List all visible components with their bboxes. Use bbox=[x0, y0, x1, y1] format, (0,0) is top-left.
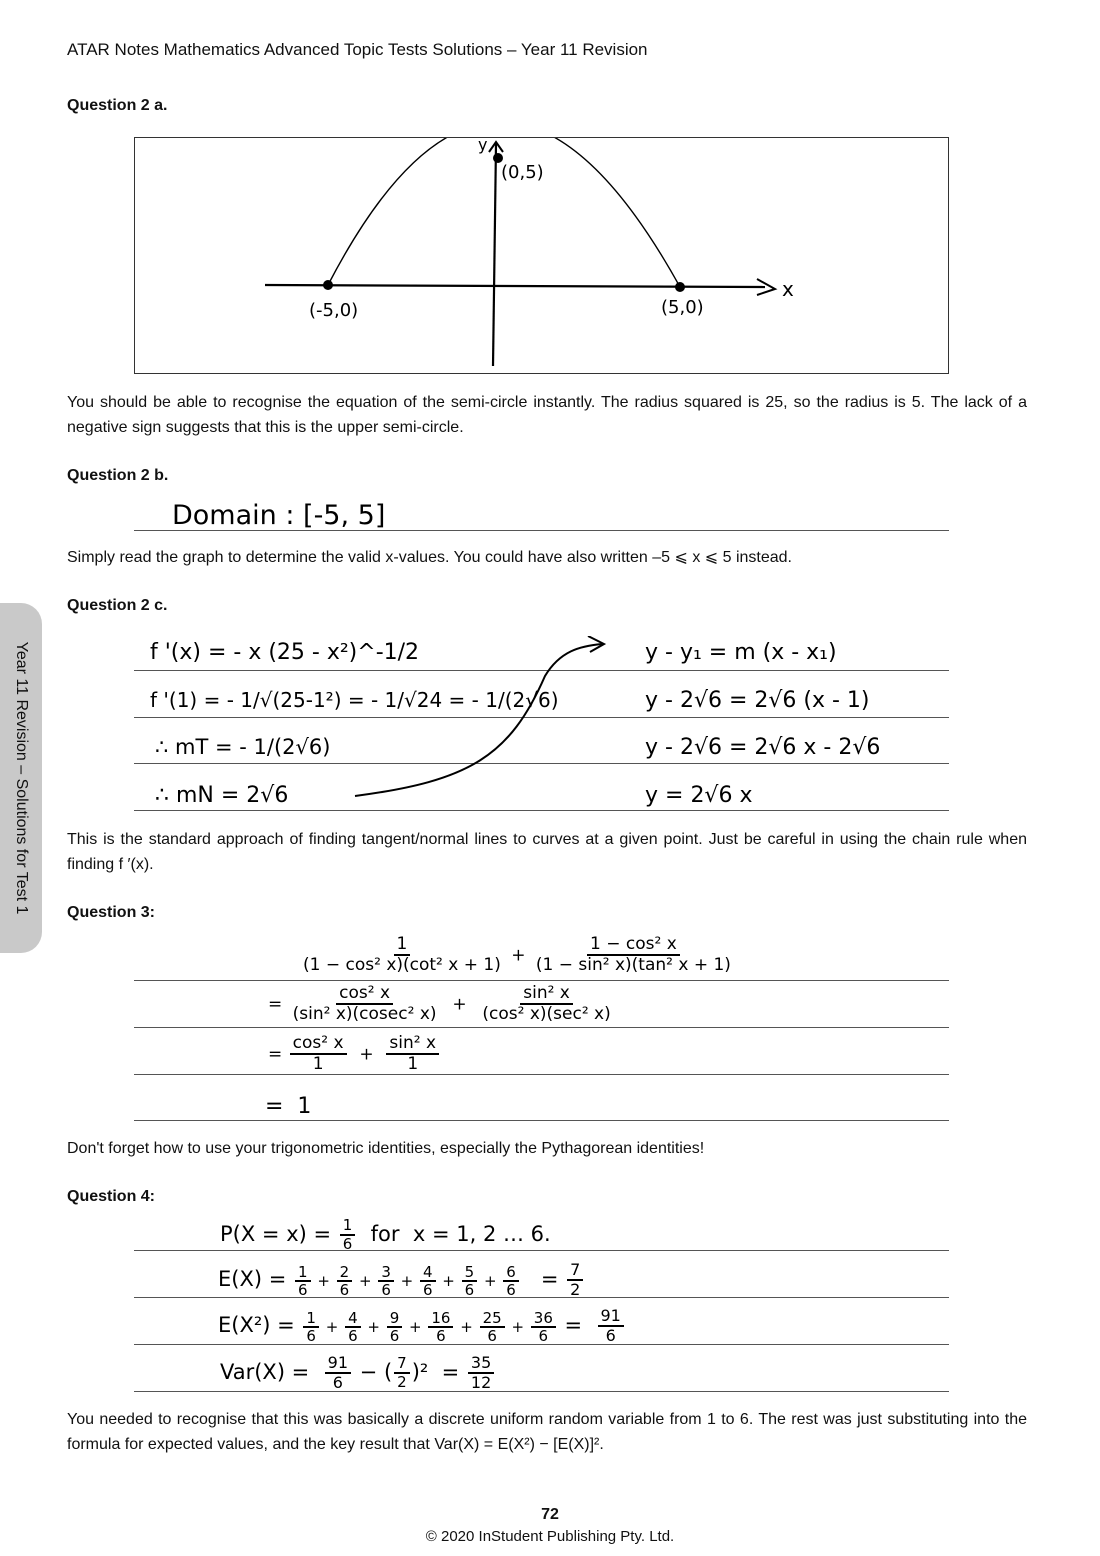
x-axis-line bbox=[265, 285, 765, 287]
y-axis-label: y bbox=[478, 138, 488, 154]
q2c-line-2: f '(1) = - 1/√(25-1²) = - 1/√24 = - 1/(2√6) bbox=[150, 688, 559, 712]
running-header: ATAR Notes Mathematics Advanced Topic Tests Solutions – Year 11 Revision bbox=[67, 40, 648, 59]
question-2a-explanation: You should be able to recognise the equation of the semi-circle instantly. The radius squared is 25, so the radius is 5. The lack of a negative sign suggests that this is the upper semi-circle. bbox=[67, 394, 1027, 436]
question-4-heading: Question 4: bbox=[67, 1188, 156, 1205]
answer-line bbox=[134, 980, 949, 981]
q2c-line-4: ∴ mN = 2√6 bbox=[155, 783, 289, 808]
page-number: 72 bbox=[541, 1506, 559, 1523]
answer-line bbox=[134, 1074, 949, 1075]
q2c-right-line-2: y - 2√6 = 2√6 (x - 1) bbox=[645, 688, 870, 713]
q3-line-4: = 1 bbox=[265, 1094, 312, 1119]
point-right-label: (5,0) bbox=[661, 297, 704, 318]
answer-line bbox=[134, 1120, 949, 1121]
copyright: © 2020 InStudent Publishing Pty. Ltd. bbox=[425, 1528, 675, 1545]
question-2b-explanation: Simply read the graph to determine the valid x-values. You could have also written –5 ⩽ x ⩽ 5 instead. bbox=[67, 549, 792, 566]
q4-line-3: E(X²) = $\frac{1}{6}$ + $\frac{4}{6}$ + $\frac{9}{6}$ + $\frac{16}{6}$ + $\frac{25}{6}$ + $\frac{36}{6}$ = $\frac{91}{6}$ bbox=[218, 1308, 626, 1345]
question-2a-heading: Question 2 a. bbox=[67, 97, 168, 114]
y-axis-line bbox=[493, 144, 496, 366]
answer-line bbox=[134, 810, 949, 811]
x-axis-label: x bbox=[782, 277, 794, 301]
q2c-line-1: f '(x) = - x (25 - x²)^-1/2 bbox=[150, 640, 420, 665]
domain-answer: Domain : [-5, 5] bbox=[172, 500, 386, 531]
point-right bbox=[675, 282, 685, 292]
q2c-right-line-4: y = 2√6 x bbox=[645, 783, 753, 808]
answer-line bbox=[134, 1027, 949, 1028]
q4-line-4: Var(X) = $\frac{91}{6}$ − ( $\frac{7}{2}$ )² = $\frac{35}{12}$ bbox=[220, 1355, 496, 1391]
point-top-label: (0,5) bbox=[501, 162, 544, 183]
connector-arrow bbox=[350, 636, 620, 806]
semicircle-curve bbox=[328, 138, 680, 287]
semicircle-graph bbox=[134, 137, 949, 374]
q2c-line-3: ∴ mT = - 1/(2√6) bbox=[155, 735, 331, 759]
q3-line-1: $\frac{1}{\text{(1 − cos² x)(cot² x + 1)}}$ + $\frac{\text{1 − cos² x}}{\text{(1 − sin² x)(tan² x + 1)}}$ bbox=[303, 934, 731, 975]
question-2b-heading: Question 2 b. bbox=[67, 467, 169, 484]
question-3-explanation: Don't forget how to use your trigonometric identities, especially the Pythagorean identities! bbox=[67, 1140, 705, 1157]
semicircle-graph-svg bbox=[135, 138, 950, 375]
side-tab bbox=[0, 603, 42, 953]
question-2c-heading: Question 2 c. bbox=[67, 597, 168, 614]
q4-line-1: P(X = x) = $\frac{1}{6}$ for x = 1, 2 … 6. bbox=[220, 1216, 551, 1253]
q4-line-2: E(X) = $\frac{1}{6}$ + $\frac{2}{6}$ + $\frac{3}{6}$ + $\frac{4}{6}$ + $\frac{5}{6}$ + $\frac{6}{6}$ = $\frac{7}{2}$ bbox=[218, 1262, 585, 1299]
question-4-explanation: You needed to recognise that this was basically a discrete uniform random variable from 1 to 6. The rest was just substituting into the formula for expected values, and the key result that Var(X) = E(X²) − [E(X)]². bbox=[67, 1411, 1027, 1453]
q3-line-2: = $\frac{\text{cos² x}}{\text{(sin² x)(cosec² x)}}$ + $\frac{\text{sin² x}}{\text{(cos² x)(sec² x)}}$ bbox=[268, 983, 611, 1024]
q3-line-3: = $\frac{\text{cos² x}}{1}$ + $\frac{\text{sin² x}}{1}$ bbox=[268, 1035, 441, 1074]
question-3-heading: Question 3: bbox=[67, 904, 156, 921]
point-left bbox=[323, 280, 333, 290]
q2c-right-line-1: y - y₁ = m (x - x₁) bbox=[645, 640, 837, 665]
point-left-label: (-5,0) bbox=[309, 300, 359, 321]
question-2c-explanation: This is the standard approach of finding tangent/normal lines to curves at a given point. Just be careful in using the chain rule when finding f ′(x). bbox=[67, 831, 1027, 873]
side-tab-label: Year 11 Revision – Solutions for Test 1 bbox=[13, 641, 30, 915]
q2c-right-line-3: y - 2√6 = 2√6 x - 2√6 bbox=[645, 735, 881, 760]
